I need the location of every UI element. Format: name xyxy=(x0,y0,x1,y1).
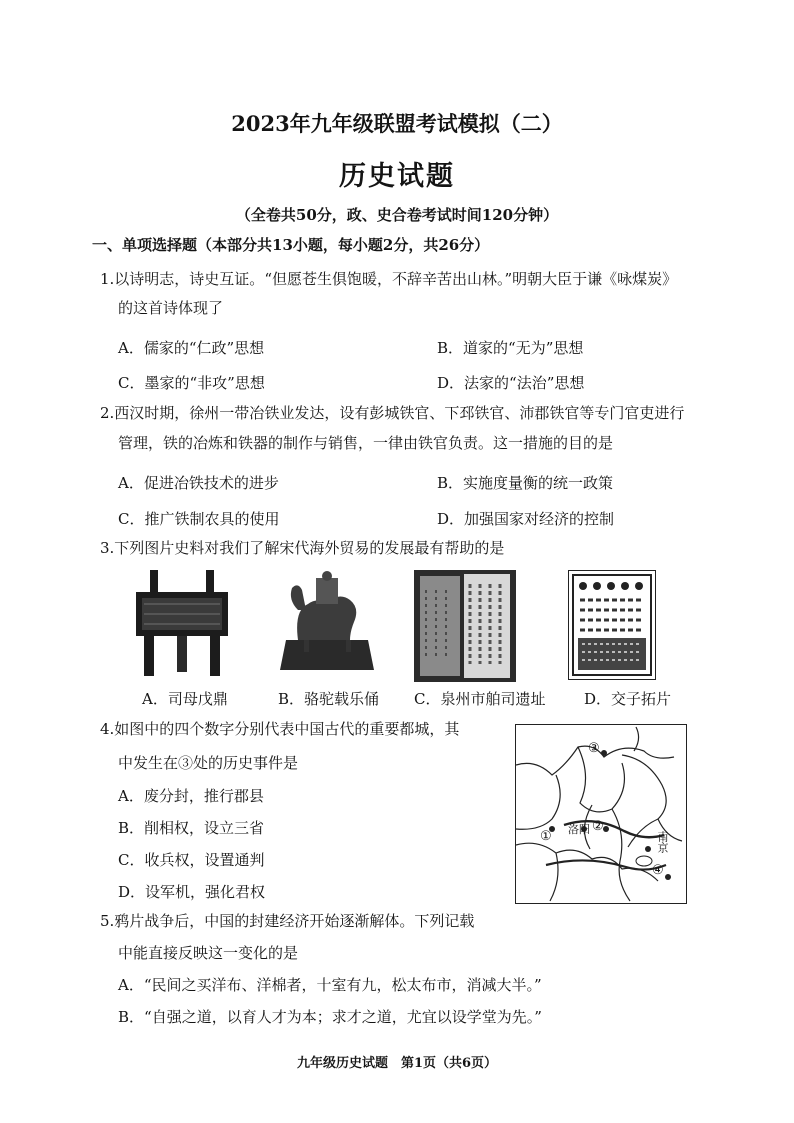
q3-option-b: B．骆驼载乐俑 xyxy=(278,690,380,708)
q4-option-a: A．废分封，推行郡县 xyxy=(118,787,264,805)
q2-option-a: A．促进冶铁技术的进步 xyxy=(118,474,279,492)
q2-option-b: B．实施度量衡的统一政策 xyxy=(437,474,614,492)
map-marker-2: ② xyxy=(592,819,604,834)
q1-option-c: C．墨家的“非攻”思想 xyxy=(118,374,265,392)
bronze-ding-image xyxy=(132,570,232,680)
q4-option-d: D．设军机，强化君权 xyxy=(118,883,266,901)
exam-title: 2023年九年级联盟考试模拟（二） xyxy=(231,111,563,136)
q4-option-b: B．削相权，设立三省 xyxy=(118,819,265,837)
page-footer: 九年级历史试题 第1页（共6页） xyxy=(296,1056,498,1071)
q5-stem-line2: 中能直接反映这一变化的是 xyxy=(118,944,299,962)
q1-option-d: D．法家的“法治”思想 xyxy=(437,374,585,392)
q2-stem-line1: 2.西汉时期，徐州一带冶铁业发达，设有彭城铁官、下邳铁官、沛郡铁官等专门官吏进行 xyxy=(100,404,685,422)
q4-option-c: C．收兵权，设置通判 xyxy=(118,851,265,869)
q5-option-a: A．“民间之买洋布、洋棉者，十室有九，松太布市，消减大半。” xyxy=(118,976,542,994)
ancient-capitals-map xyxy=(515,724,687,904)
q1-stem-line2: 的这首诗体现了 xyxy=(118,299,224,317)
q2-option-c: C．推广铁制农具的使用 xyxy=(118,510,280,528)
map-label-luoyang: 洛阳 xyxy=(568,823,590,836)
map-marker-1: ① xyxy=(540,829,552,844)
q3-option-a: A．司母戊鼎 xyxy=(142,690,228,708)
section-heading: 一、单项选择题（本部分共13小题，每小题2分，共26分） xyxy=(92,236,490,254)
quanzhou-site-image xyxy=(414,570,516,682)
q1-option-b: B．道家的“无为”思想 xyxy=(437,339,584,357)
q3-option-c: C．泉州市舶司遗址 xyxy=(414,690,546,708)
q5-option-b: B．“自强之道，以育人才为本；求才之道，尤宜以设学堂为先。” xyxy=(118,1008,542,1026)
subject-title: 历史试题 xyxy=(339,161,455,192)
exam-note: （全卷共50分，政、史合卷考试时间120分钟） xyxy=(235,206,559,224)
q3-option-d: D．交子拓片 xyxy=(584,690,672,708)
q2-option-d: D．加强国家对经济的控制 xyxy=(437,510,615,528)
q5-stem-line1: 5.鸦片战争后，中国的封建经济开始逐渐解体。下列记载 xyxy=(100,912,475,930)
camel-figurine-image xyxy=(276,570,376,680)
jiaozi-rubbing-image xyxy=(568,570,656,680)
q3-stem: 3.下列图片史料对我们了解宋代海外贸易的发展最有帮助的是 xyxy=(100,539,505,557)
map-marker-4: ④ xyxy=(652,863,664,878)
map-label-nanjing: 南京 xyxy=(656,831,669,853)
q1-option-a: A．儒家的“仁政”思想 xyxy=(118,339,265,357)
q4-stem-line2: 中发生在③处的历史事件是 xyxy=(118,754,299,772)
q1-stem-line1: 1.以诗明志，诗史互证。“但愿苍生俱饱暖，不辞辛苦出山林。”明朝大臣于谦《咏煤炭》 xyxy=(100,270,678,288)
q2-stem-line2: 管理，铁的冶炼和铁器的制作与销售，一律由铁官负责。这一措施的目的是 xyxy=(118,434,614,452)
map-marker-3: ③ xyxy=(588,741,600,756)
q4-stem-line1: 4.如图中的四个数字分别代表中国古代的重要都城，其 xyxy=(100,720,460,738)
